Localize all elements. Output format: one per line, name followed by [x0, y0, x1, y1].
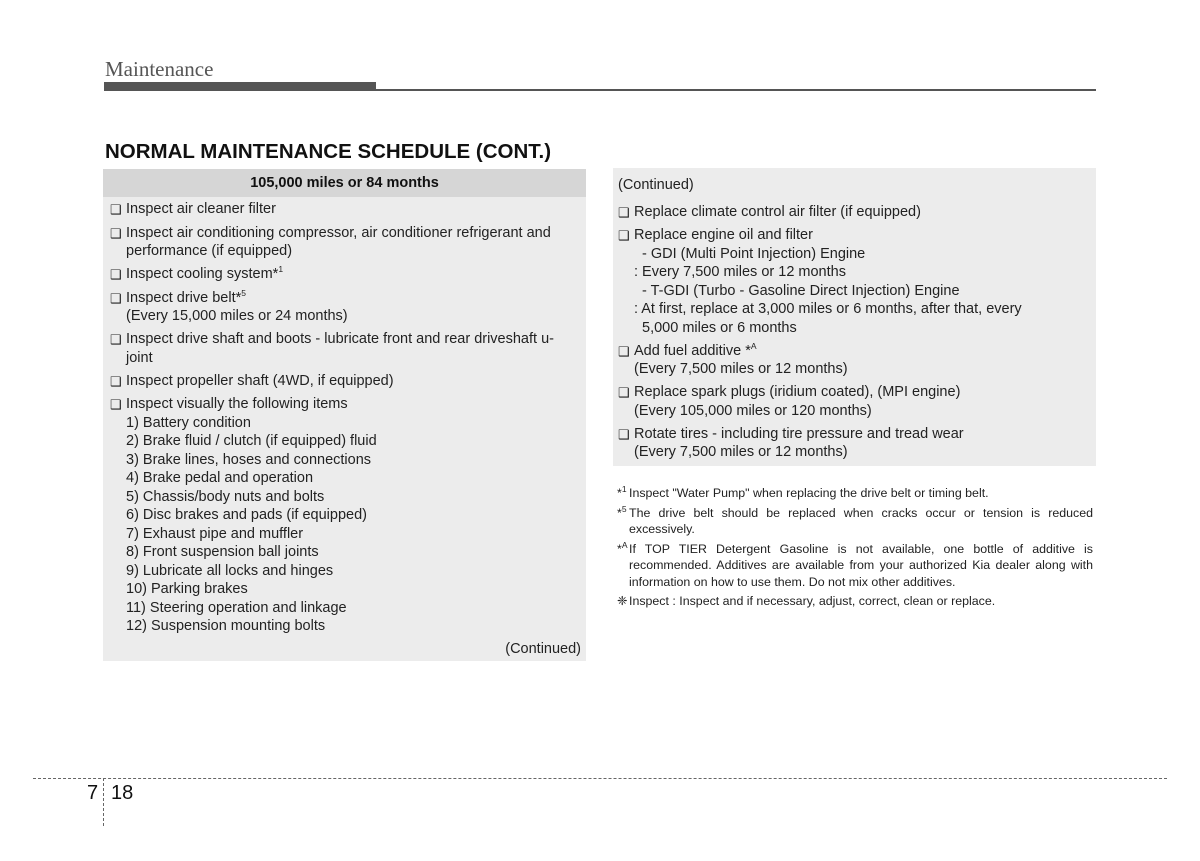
- checkbox-icon: ❑: [618, 228, 630, 243]
- checkbox-icon: ❑: [618, 204, 630, 220]
- list-item: [618, 203, 1090, 222]
- list-item: [618, 226, 1090, 337]
- visual-check-item: 6) Disc brakes and pads (if equipped): [126, 507, 367, 523]
- checkbox-icon: ❑: [110, 290, 122, 306]
- item-label: Inspect cooling system*: [126, 266, 279, 282]
- continued-label: (Continued): [505, 641, 581, 657]
- section-title: Maintenance: [105, 57, 214, 81]
- item-text: [126, 395, 578, 636]
- footnote-symbol: *: [617, 486, 622, 500]
- footnote-ref: 5: [241, 287, 246, 298]
- list-item: [618, 342, 1090, 379]
- item-detail: (Every 15,000 miles or 24 months): [126, 308, 348, 324]
- visual-check-item: 4) Brake pedal and operation: [126, 470, 314, 486]
- checkbox-icon: ❑: [110, 373, 122, 389]
- item-detail: (Every 105,000 miles or 120 months): [634, 402, 872, 419]
- list-item: [110, 265, 578, 284]
- interval-heading: 105,000 miles or 84 months: [103, 169, 586, 197]
- item-detail: (Every 7,500 miles or 12 months): [634, 444, 848, 460]
- visual-check-item: 8) Front suspension ball joints: [126, 544, 319, 560]
- visual-check-item: 3) Brake lines, hoses and connections: [126, 451, 372, 468]
- item-detail: 5,000 miles or 6 months: [642, 319, 797, 336]
- item-text: Inspect propeller shaft (4WD, if equipped): [126, 372, 394, 389]
- right-item-list: [613, 168, 1096, 462]
- footnote-marker: [617, 485, 629, 502]
- footnote: [617, 485, 1093, 502]
- checkbox-icon: ❑: [618, 385, 630, 400]
- list-item: [110, 372, 578, 391]
- footnote-ref: 1: [278, 264, 284, 275]
- list-item: [618, 383, 1090, 420]
- visual-check-item: 10) Parking brakes: [126, 581, 248, 597]
- item-text: [634, 383, 1090, 420]
- visual-check-item: 1) Battery condition: [126, 414, 251, 431]
- item-text: Inspect air conditioning compressor, air conditioner refrigerant and performance (if equipped): [126, 224, 551, 259]
- footnote-ref: 1: [621, 483, 627, 494]
- footnote: [617, 541, 1093, 591]
- item-label: Add fuel additive *: [634, 342, 751, 359]
- footnote-marker: [617, 505, 629, 538]
- item-text: [634, 226, 1090, 337]
- footnote-ref: A: [621, 539, 628, 550]
- item-text: [634, 425, 1090, 462]
- footnote-marker: [617, 541, 629, 591]
- footer-page-separator: [103, 778, 104, 826]
- footnote-text: If TOP TIER Detergent Gasoline is not available, one bottle of additive is recommended. Additives are available from your authorized Kia dealer along with information on how to use them. Do not mix other additives.: [629, 541, 1093, 589]
- visual-check-item: 11) Steering operation and linkage: [126, 599, 347, 616]
- page-title: NORMAL MAINTENANCE SCHEDULE (CONT.): [105, 140, 552, 163]
- footnote-marker: [617, 593, 629, 610]
- continued-label: (Continued): [618, 177, 694, 193]
- footnote: [617, 593, 1093, 610]
- item-text: [126, 265, 578, 284]
- item-text: [126, 289, 578, 326]
- checkbox-icon: ❑: [110, 332, 122, 347]
- visual-check-item: 7) Exhaust pipe and muffler: [126, 525, 304, 542]
- item-detail: : Every 7,500 miles or 12 months: [634, 264, 846, 280]
- checkbox-icon: ❑: [110, 397, 122, 412]
- item-label: Rotate tires - including tire pressure and tread wear: [634, 425, 964, 442]
- item-text: [634, 342, 1090, 379]
- header-accent-bar: [104, 82, 376, 91]
- item-label: Inspect visually the following items: [126, 396, 348, 412]
- visual-check-item: 12) Suspension mounting bolts: [126, 618, 326, 634]
- left-item-list: [103, 197, 586, 636]
- checkbox-icon: ❑: [110, 267, 122, 282]
- item-text: Inspect drive shaft and boots - lubricate front and rear driveshaft u-joint: [126, 331, 554, 366]
- footnote-symbol: *: [617, 541, 622, 556]
- checkbox-icon: ❑: [618, 343, 630, 359]
- footnote-ref: 5: [621, 503, 627, 514]
- list-item: [110, 224, 578, 261]
- chapter-number: 7: [87, 782, 99, 804]
- footnote-text: The drive belt should be replaced when cracks occur or tension is reduced excessively.: [629, 505, 1093, 536]
- list-item: [110, 330, 578, 367]
- item-detail: (Every 7,500 miles or 12 months): [634, 361, 848, 377]
- checkbox-icon: ❑: [110, 202, 122, 217]
- page-number: 18: [111, 782, 134, 804]
- list-item: [110, 395, 578, 636]
- list-item: [110, 200, 578, 219]
- footnote-text: Inspect : Inspect and if necessary, adjust, correct, clean or replace.: [629, 594, 996, 608]
- list-item: [110, 289, 578, 326]
- footnote: [617, 505, 1093, 538]
- item-detail: - T-GDI (Turbo - Gasoline Direct Injection) Engine: [642, 282, 960, 299]
- checkbox-icon: ❑: [618, 426, 630, 442]
- inspect-note-icon: ❈: [617, 594, 628, 608]
- footnotes: [617, 485, 1093, 613]
- visual-check-item: 9) Lubricate all locks and hinges: [126, 562, 334, 579]
- item-text: Inspect air cleaner filter: [126, 201, 276, 217]
- item-text: Replace climate control air filter (if equipped): [634, 203, 921, 220]
- footnote-text: Inspect "Water Pump" when replacing the drive belt or timing belt.: [629, 486, 989, 500]
- footer-divider: [33, 778, 1167, 779]
- item-detail: : At first, replace at 3,000 miles or 6 months, after that, every: [634, 301, 1022, 317]
- item-label: Inspect drive belt*: [126, 289, 242, 306]
- item-label: Replace spark plugs (iridium coated), (MPI engine): [634, 384, 961, 400]
- checkbox-icon: ❑: [110, 225, 122, 241]
- visual-check-item: 2) Brake fluid / clutch (if equipped) fluid: [126, 433, 377, 449]
- visual-check-item: 5) Chassis/body nuts and bolts: [126, 488, 325, 505]
- item-detail: - GDI (Multi Point Injection) Engine: [642, 245, 866, 262]
- footnote-symbol: *: [617, 505, 622, 520]
- list-item: [618, 425, 1090, 462]
- footnote-ref: A: [750, 340, 757, 351]
- schedule-panel-right: [613, 168, 1096, 466]
- item-label: Replace engine oil and filter: [634, 227, 813, 243]
- schedule-panel-left: [103, 169, 586, 661]
